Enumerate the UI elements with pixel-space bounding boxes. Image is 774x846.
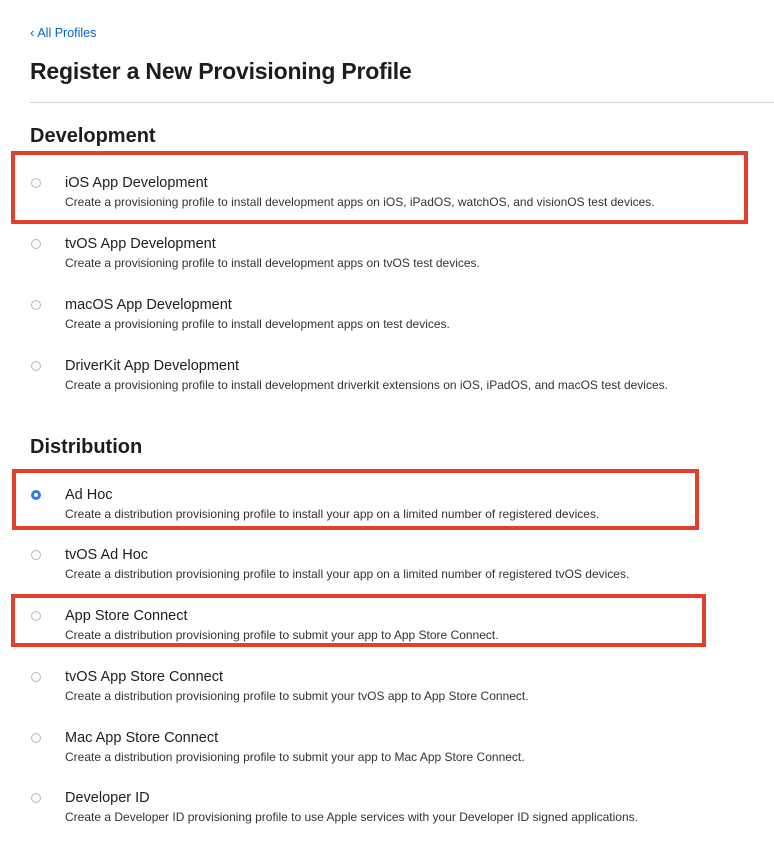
option-title: macOS App Development — [65, 297, 232, 313]
option-app-store-connect[interactable] — [30, 607, 760, 655]
radio-tvos-ad-hoc[interactable] — [31, 550, 41, 560]
option-tvos-app-store-connect[interactable] — [30, 668, 760, 716]
header-divider — [30, 102, 774, 103]
all-profiles-link[interactable] — [30, 25, 96, 41]
option-title: tvOS App Store Connect — [65, 669, 223, 685]
option-title: Mac App Store Connect — [65, 730, 219, 746]
option-tvos-ad-hoc[interactable] — [30, 546, 760, 594]
radio-macos-app-development[interactable] — [31, 300, 41, 310]
option-title: iOS App Development — [65, 175, 208, 191]
option-developer-id[interactable] — [30, 789, 760, 837]
section-title-development: Development — [30, 125, 156, 147]
option-description: Create a distribution provisioning profile to submit your app to Mac App Store Connect. — [65, 750, 525, 764]
radio-ios-app-development[interactable] — [31, 178, 41, 188]
option-description: Create a distribution provisioning profile to submit your app to App Store Connect. — [65, 628, 499, 642]
option-description: Create a distribution provisioning profile to install your app on a limited number of registered tvOS devices. — [65, 567, 630, 581]
option-driverkit-app-development[interactable] — [30, 357, 760, 405]
option-mac-app-store-connect[interactable] — [30, 729, 760, 777]
radio-tvos-app-development[interactable] — [31, 239, 41, 249]
option-title: tvOS Ad Hoc — [65, 547, 149, 563]
option-description: Create a distribution provisioning profile to install your app on a limited number of registered devices. — [65, 507, 600, 521]
option-description: Create a provisioning profile to install development apps on test devices. — [65, 317, 450, 331]
option-title: Developer ID — [65, 790, 150, 806]
all-profiles-label: All Profiles — [37, 26, 97, 40]
chevron-left-icon: ‹ — [30, 25, 35, 40]
option-macos-app-development[interactable] — [30, 296, 760, 344]
option-tvos-app-development[interactable] — [30, 235, 760, 283]
page-title: Register a New Provisioning Profile — [30, 58, 412, 84]
option-title: App Store Connect — [65, 608, 188, 624]
radio-ad-hoc[interactable] — [31, 490, 41, 500]
option-description: Create a provisioning profile to install development driverkit extensions on iOS, iPadOS, and macOS test devices. — [65, 378, 668, 392]
radio-mac-app-store-connect[interactable] — [31, 733, 41, 743]
option-title: DriverKit App Development — [65, 358, 240, 374]
option-title: tvOS App Development — [65, 236, 216, 252]
option-title: Ad Hoc — [65, 487, 113, 503]
option-description: Create a Developer ID provisioning profile to use Apple services with your Developer ID signed applications. — [65, 810, 638, 824]
radio-app-store-connect[interactable] — [31, 611, 41, 621]
option-description: Create a provisioning profile to install development apps on tvOS test devices. — [65, 256, 480, 270]
radio-developer-id[interactable] — [31, 793, 41, 803]
option-description: Create a distribution provisioning profile to submit your tvOS app to App Store Connect. — [65, 689, 529, 703]
radio-driverkit-app-development[interactable] — [31, 361, 41, 371]
option-ios-app-development[interactable] — [30, 174, 760, 222]
option-ad-hoc[interactable] — [30, 486, 760, 534]
option-description: Create a provisioning profile to install development apps on iOS, iPadOS, watchOS, and visionOS test devices. — [65, 195, 655, 209]
radio-tvos-app-store-connect[interactable] — [31, 672, 41, 682]
section-title-distribution: Distribution — [30, 436, 143, 458]
